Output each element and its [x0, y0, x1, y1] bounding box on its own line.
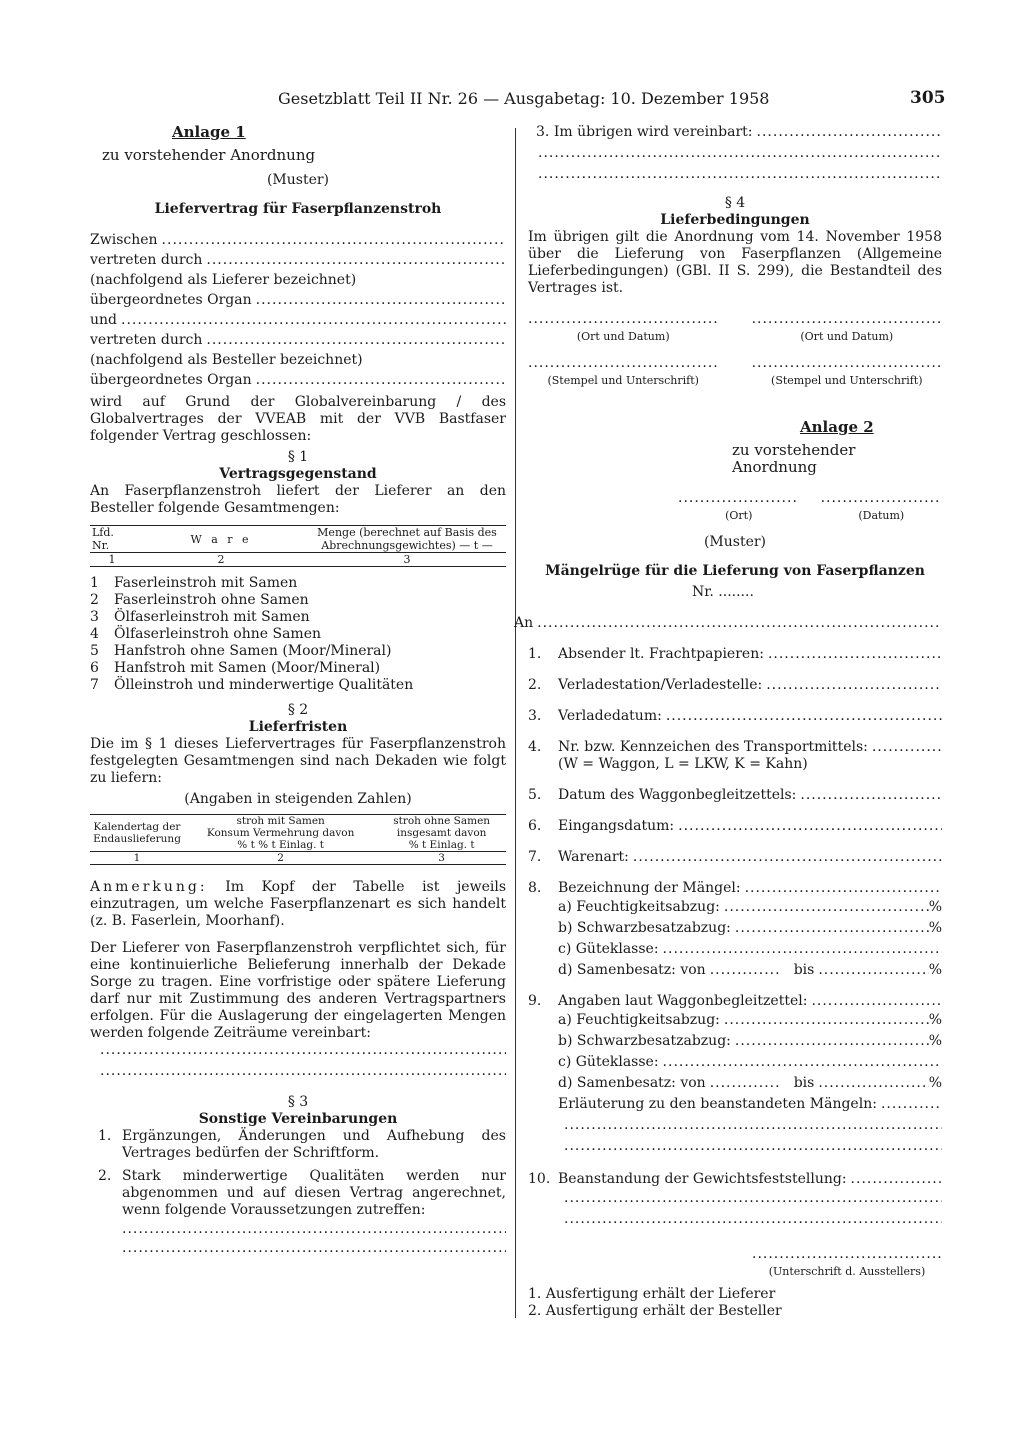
s3-item-2: 2. Stark minderwertige Qualitäten werden nur abgenommen und auf diesen Vertrag angerechnet, wenn folgende Voraussetzungen zutreffen:: [98, 1168, 506, 1218]
col2-num-1: 1: [133, 852, 141, 864]
s3-number: § 3: [287, 1094, 309, 1110]
s1-text: An Faserpflanzenstroh liefert der Lieferer an den Besteller folgende Gesamtmengen:: [90, 483, 506, 516]
ware-row: 3 Ölfaserleinstroh mit Samen: [90, 609, 310, 625]
field-9c[interactable]: c) Güteklasse: .....: [558, 1052, 942, 1073]
field-verladestation[interactable]: 2. Verladestation/Verladestelle: .....: [528, 677, 942, 694]
anlage2-subtitle: zu vorstehender Anordnung: [732, 441, 856, 476]
ware-row: 4 Ölfaserleinstroh ohne Samen: [90, 626, 322, 642]
field-warenart[interactable]: 7. Warenart: .....: [528, 849, 942, 866]
col-num-2: 2: [217, 553, 225, 566]
ausfertigung-2: 2. Ausfertigung erhält der Besteller: [528, 1303, 782, 1319]
voraussetzungen-field-1[interactable]: [122, 1221, 506, 1238]
field-zwischen[interactable]: Zwischen .....: [90, 230, 506, 250]
ware-row: 5 Hanfstroh ohne Samen (Moor/Mineral): [90, 643, 392, 659]
gewicht-line-1[interactable]: [564, 1188, 942, 1209]
field-8c[interactable]: c) Güteklasse: .....: [558, 939, 942, 960]
s2-text: Die im § 1 dieses Liefervertrages für Faserpflanzenstroh festgelegten Gesamtmengen sind nach Dekaden wie folgt zu liefern:: [90, 736, 506, 786]
column-divider: [515, 128, 516, 1318]
ort-datum-2[interactable]: ..... (Ort und Datum): [752, 311, 942, 345]
th-ohne-samen-sub: insgesamt davon: [396, 827, 487, 839]
delivery-table: [90, 814, 506, 865]
s1-title: Vertragsgegenstand: [219, 466, 377, 482]
left-column: [90, 124, 506, 1257]
anlage1-title: Anlage 1: [172, 123, 246, 141]
th-lfd-nr: Lfd. Nr.: [92, 526, 114, 552]
field-note-besteller: (nachfolgend als Besteller bezeichnet): [90, 352, 363, 368]
anlage2-heading: Mängelrüge für die Lieferung von Faserpflanzen: [545, 563, 925, 579]
col-num-1: 1: [108, 553, 116, 566]
field-an[interactable]: An .....: [514, 615, 942, 632]
th-ware: W a r e: [190, 532, 252, 546]
field-vertreten-durch-1[interactable]: vertreten durch .....: [90, 250, 506, 270]
field-verladedatum[interactable]: 3. Verladedatum: .....: [528, 708, 942, 725]
quantities-table: [90, 525, 506, 567]
ware-list: [90, 575, 506, 694]
s3-item-1: 1. Ergänzungen, Änderungen und Aufhebung des Vertrages bedürfen der Schriftform.: [98, 1128, 506, 1161]
field-maengel[interactable]: 8. Bezeichnung der Mängel: .....: [528, 880, 942, 897]
th-mit-samen-units: % t % t Einlag. t: [237, 839, 325, 851]
s2-number: § 2: [287, 702, 309, 718]
s4-text: Im übrigen gilt die Anordnung vom 14. November 1958 über die Lieferung von Faserpflanzen (Allgemeine Lieferbedingungen) (GBl. II S. 299), die Bestandteil des Vertrages ist.: [528, 229, 942, 296]
s2-note: (Angaben in steigenden Zahlen): [184, 791, 412, 807]
ort-field[interactable]: ..... (Ort): [678, 490, 799, 524]
anlage2-muster: (Muster): [703, 534, 767, 550]
th-ohne-samen-units: % t Einlag. t: [408, 839, 475, 851]
col2-num-2: 2: [277, 852, 284, 864]
anlage2-title: Anlage 2: [800, 418, 874, 436]
th-mit-samen-sub: Konsum Vermehrung davon: [206, 827, 355, 839]
th-ohne-samen: stroh ohne Samen: [393, 815, 491, 827]
anlage1-muster: (Muster): [266, 172, 330, 188]
s3-item-3[interactable]: 3. Im übrigen wird vereinbart: .....: [536, 124, 942, 141]
anmerkung: Anmerkung: Im Kopf der Tabelle ist jeweils einzutragen, um welche Faserpflanzenart es sich handelt (z. B. Faserlein, Moorhanf).: [90, 879, 507, 929]
field-vertreten-durch-2[interactable]: vertreten durch .....: [90, 330, 506, 350]
field-8a[interactable]: a) Feuchtigkeitsabzug: ..... %: [558, 897, 942, 918]
page-header: Gesetzblatt Teil II Nr. 26 — Ausgabetag: 10. Dezember 1958: [278, 89, 770, 108]
th-kalendertag: Kalendertag der Endauslieferung: [93, 821, 181, 845]
field-gewichtsfeststellung[interactable]: 10. Beanstandung der Gewichtsfeststellung: .....: [528, 1171, 942, 1188]
s3-title: Sonstige Vereinbarungen: [198, 1111, 398, 1127]
col2-num-3: 3: [438, 852, 445, 864]
stempel-2[interactable]: ..... (Stempel und Unterschrift): [752, 355, 942, 389]
zeitraeume-field-1[interactable]: [100, 1042, 506, 1059]
field-absender[interactable]: 1. Absender lt. Frachtpapieren: .....: [528, 646, 942, 663]
field-note-lieferer: (nachfolgend als Lieferer bezeichnet): [90, 272, 357, 288]
transportmittel-legend: (W = Waggon, L = LKW, K = Kahn): [558, 756, 808, 772]
field-8d[interactable]: d) Samenbesatz: von ..... bis ..... %: [558, 960, 942, 981]
datum-field[interactable]: ..... (Datum): [821, 490, 942, 524]
field-9d[interactable]: d) Samenbesatz: von ..... bis ..... %: [558, 1073, 942, 1094]
ware-row: 2 Faserleinstroh ohne Samen: [90, 592, 309, 608]
field-transportmittel[interactable]: 4. Nr. bzw. Kennzeichen des Transportmittels: .....: [528, 739, 942, 756]
contract-intro: wird auf Grund der Globalvereinbarung / des Globalvertrages der VVEAB mit der VVB Bastfaser folgender Vertrag geschlossen:: [90, 394, 506, 444]
signature-row-1: [528, 311, 942, 345]
s2-title: Lieferfristen: [248, 719, 348, 735]
party-fields: [90, 230, 506, 390]
field-waggonbegleitzettel[interactable]: 9. Angaben laut Waggonbegleitzettel: .....: [528, 993, 942, 1010]
zeitraeume-field-2[interactable]: [100, 1063, 506, 1080]
s1-number: § 1: [287, 449, 309, 465]
anlage2-nr: Nr. ........: [692, 584, 754, 600]
field-und[interactable]: und .....: [90, 310, 506, 330]
th-menge: Menge (berechnet auf Basis des Abrechnungsgewichtes) — t —: [317, 526, 497, 552]
field-organ-1[interactable]: übergeordnetes Organ .....: [90, 290, 506, 310]
field-9b[interactable]: b) Schwarzbesatzabzug: ..... %: [558, 1031, 942, 1052]
anlage1-heading: Liefervertrag für Faserpflanzenstroh: [154, 201, 442, 217]
signature-row-2: [528, 355, 942, 389]
lieferer-paragraph: Der Lieferer von Faserpflanzenstroh verpflichtet sich, für eine kontinuierliche Belieferung innerhalb der Dekade Sorge zu tragen. Eine vorfristige oder spätere Lieferung darf nur mit Zustimmung des anderen Vertragspartners erfolgen. Für die Auslagerung der eingelagerten Mengen werden folgende Zeiträume vereinbart:: [90, 940, 506, 1041]
s4-title: Lieferbedingungen: [660, 212, 810, 228]
s4-number: § 4: [724, 195, 746, 211]
ausfertigung-1: 1. Ausfertigung erhält der Lieferer: [528, 1286, 776, 1302]
erlaeuterung-line-1[interactable]: [564, 1115, 942, 1136]
ware-row: 7 Ölleinstroh und minderwertige Qualitäten: [90, 677, 414, 693]
right-column: [514, 124, 942, 1320]
vereinbart-field-2[interactable]: [538, 166, 942, 183]
col-num-3: 3: [403, 553, 411, 566]
field-organ-2[interactable]: übergeordnetes Organ .....: [90, 370, 506, 390]
gewicht-line-2[interactable]: [564, 1209, 942, 1230]
page-number: 305: [910, 88, 946, 108]
stempel-1[interactable]: ..... (Stempel und Unterschrift): [528, 355, 718, 389]
ware-row: 1 Faserleinstroh mit Samen: [90, 575, 298, 591]
field-waggonbegleitzettel-datum[interactable]: 5. Datum des Waggonbegleitzettels: .....: [528, 787, 942, 804]
maengel-form: [514, 615, 942, 1320]
field-9a[interactable]: a) Feuchtigkeitsabzug: ..... %: [558, 1010, 942, 1031]
field-erlaeuterung[interactable]: Erläuterung zu den beanstandeten Mängeln: .....: [558, 1094, 942, 1115]
ort-datum-1[interactable]: ..... (Ort und Datum): [528, 311, 718, 345]
voraussetzungen-field-2[interactable]: [122, 1240, 506, 1257]
ware-row: 6 Hanfstroh mit Samen (Moor/Mineral): [90, 660, 381, 676]
field-8b[interactable]: b) Schwarzbesatzabzug: ..... %: [558, 918, 942, 939]
anlage1-subtitle: zu vorstehender Anordnung: [102, 146, 316, 164]
th-mit-samen: stroh mit Samen: [236, 815, 325, 827]
erlaeuterung-line-2[interactable]: [564, 1136, 942, 1157]
field-eingangsdatum[interactable]: 6. Eingangsdatum: .....: [528, 818, 942, 835]
ort-datum-row: [678, 490, 942, 524]
unterschrift-block[interactable]: ..... (Unterschrift d. Ausstellers): [752, 1246, 942, 1280]
vereinbart-field-1[interactable]: [538, 145, 942, 162]
